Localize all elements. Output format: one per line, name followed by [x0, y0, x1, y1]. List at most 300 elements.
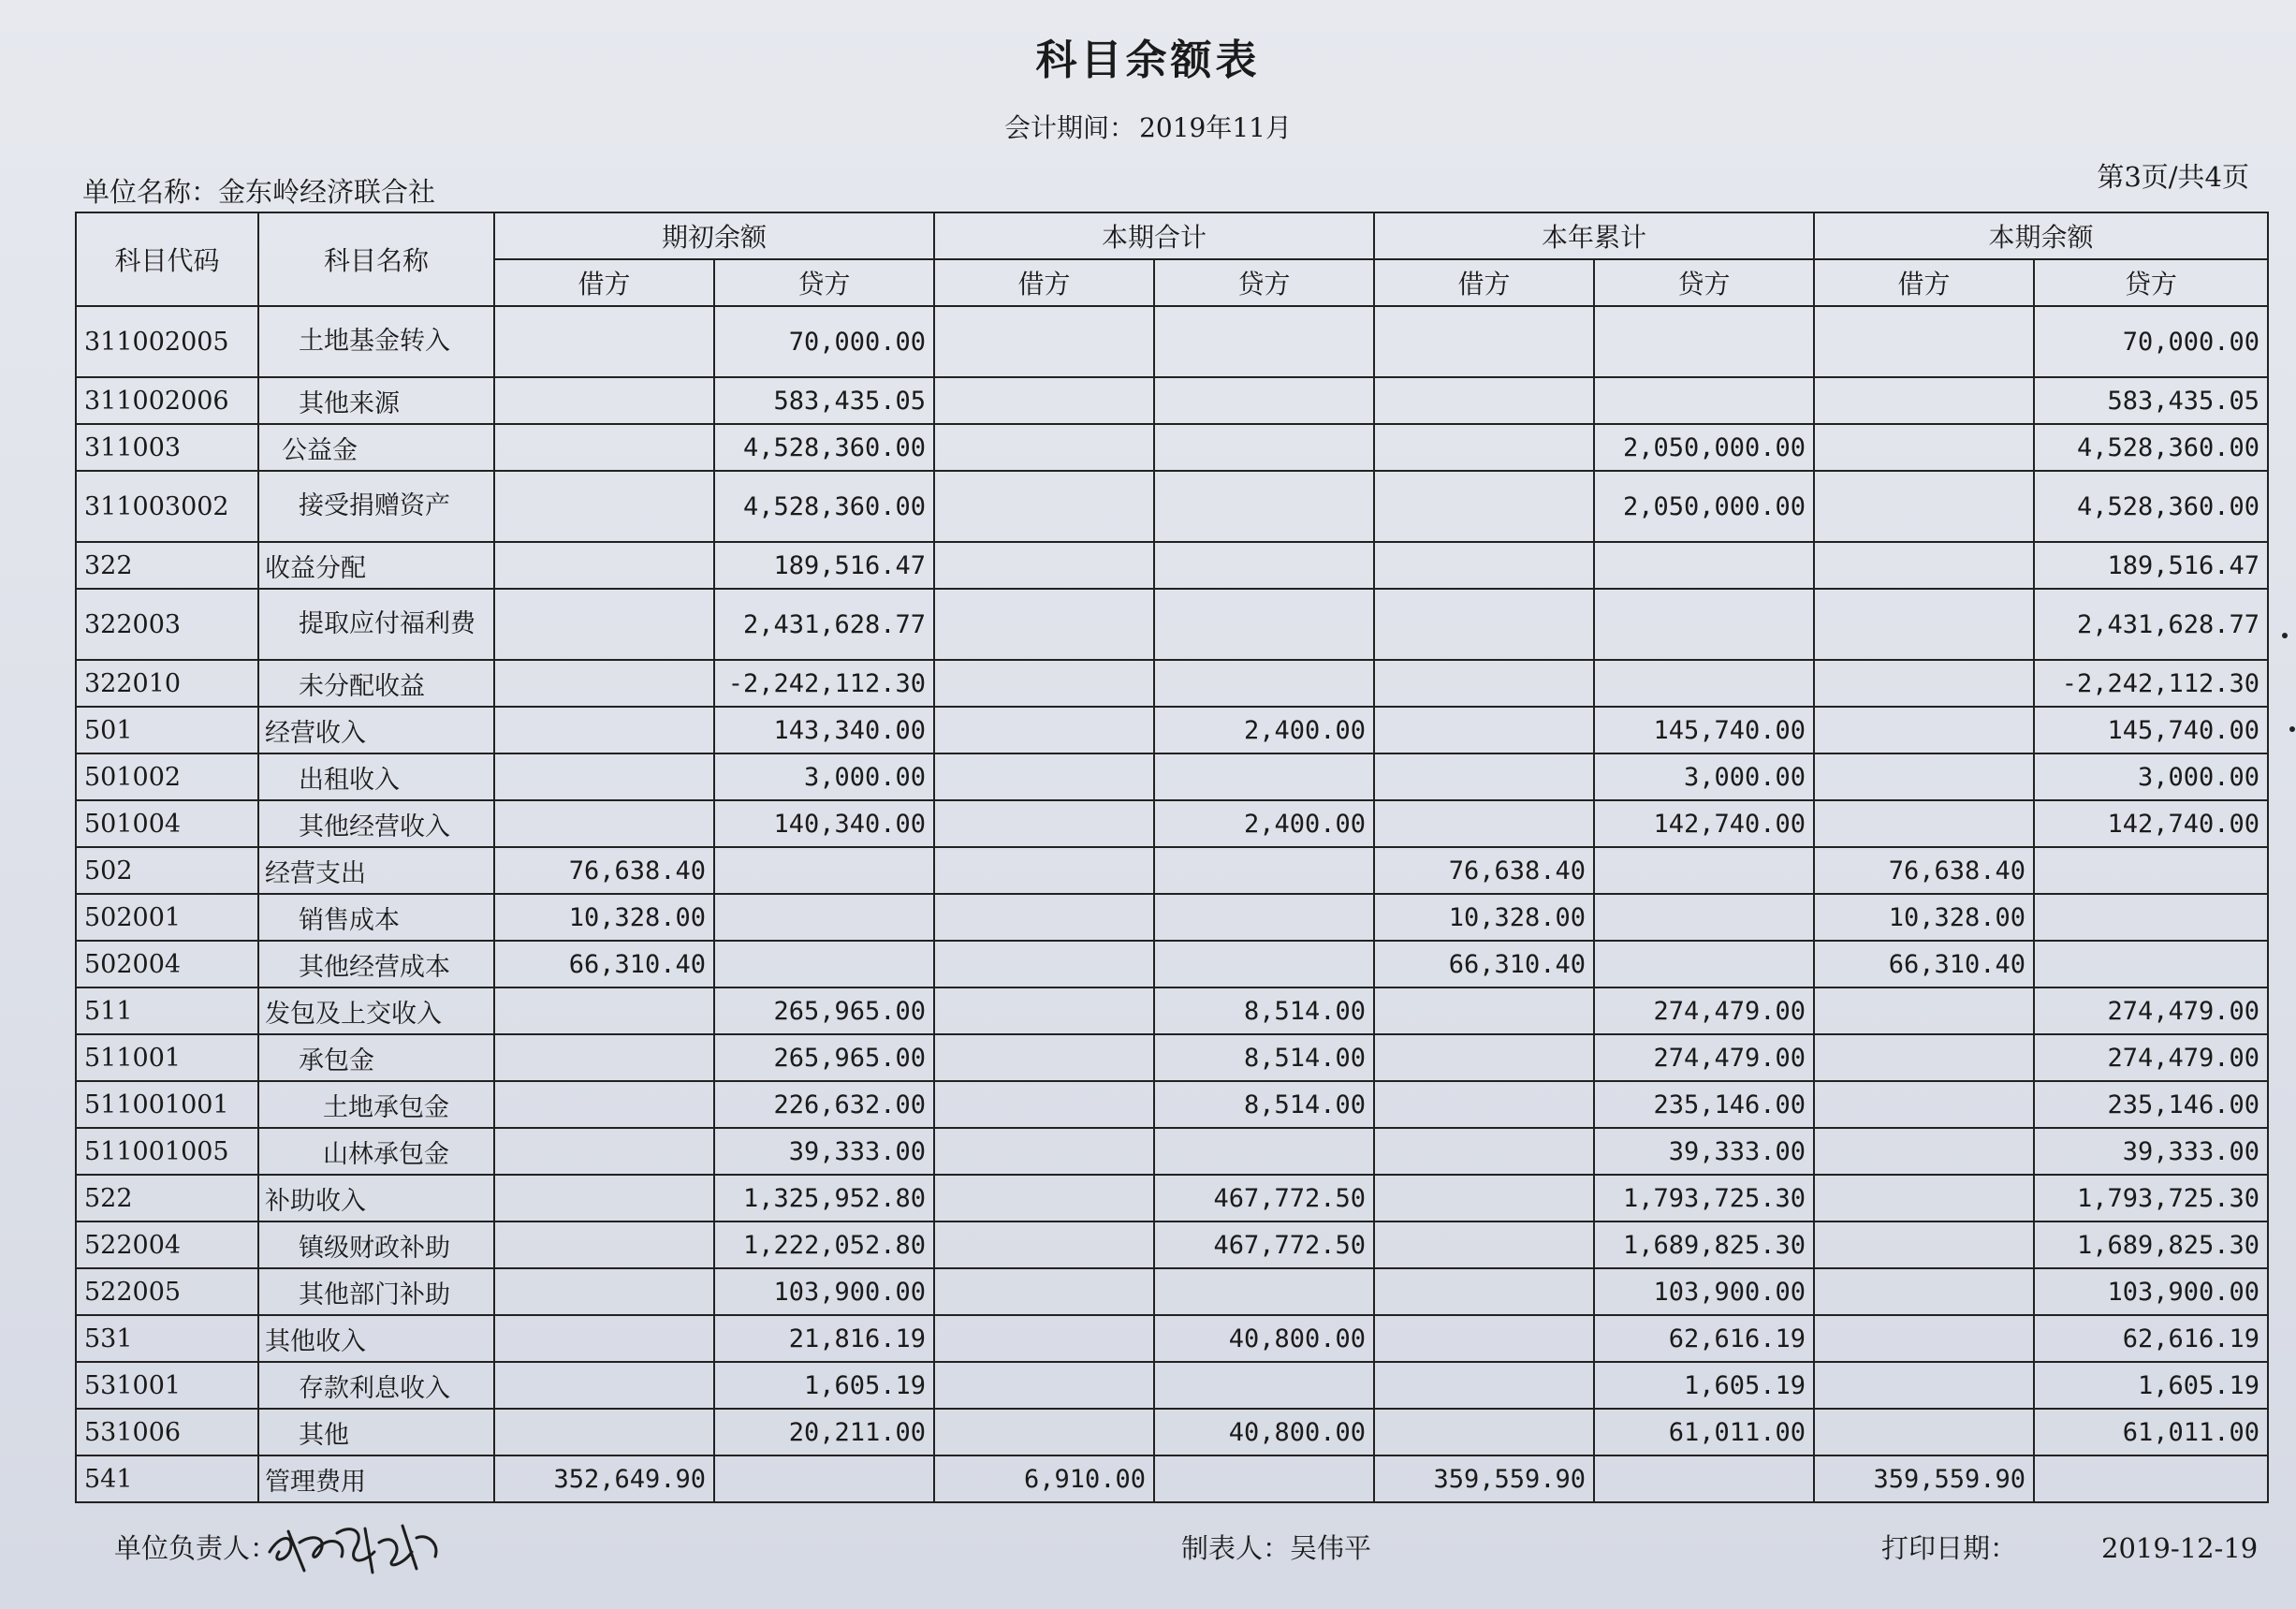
closing-credit-cell: 39,333.00 — [2034, 1128, 2268, 1175]
opening-debit-cell — [494, 1128, 714, 1175]
account-name: 其他部门补助 — [258, 1268, 494, 1315]
period-debit-cell — [934, 306, 1154, 377]
account-name: 其他经营成本 — [258, 941, 494, 987]
account-name: 其他 — [258, 1409, 494, 1455]
closing-credit-cell: 274,479.00 — [2034, 1034, 2268, 1081]
year-debit-cell — [1374, 1081, 1594, 1128]
period-debit-cell — [934, 800, 1154, 847]
credit-header: 贷方 — [1154, 259, 1374, 306]
opening-debit-cell — [494, 1362, 714, 1409]
account-name: 经营支出 — [258, 847, 494, 894]
closing-debit-cell — [1814, 306, 2034, 377]
year-credit-cell: 274,479.00 — [1594, 1034, 1814, 1081]
year-credit-cell — [1594, 542, 1814, 589]
period-credit-cell — [1154, 894, 1374, 941]
period-label: 会计期间： — [1004, 112, 1136, 143]
closing-debit-cell — [1814, 987, 2034, 1034]
year-credit-cell: 2,050,000.00 — [1594, 471, 1814, 542]
account-name: 镇级财政补助 — [258, 1221, 494, 1268]
opening-debit-cell: 76,638.40 — [494, 847, 714, 894]
closing-debit-cell — [1814, 1409, 2034, 1455]
opening-credit-cell: -2,242,112.30 — [714, 660, 934, 707]
year-credit-cell — [1594, 1455, 1814, 1502]
account-code: 522004 — [76, 1221, 258, 1268]
table-row — [76, 1268, 2268, 1315]
opening-credit-cell: 189,516.47 — [714, 542, 934, 589]
account-code: 541 — [76, 1455, 258, 1502]
period-debit-cell — [934, 847, 1154, 894]
period-credit-cell — [1154, 424, 1374, 471]
closing-debit-cell — [1814, 1128, 2034, 1175]
account-code: 502001 — [76, 894, 258, 941]
account-code: 522005 — [76, 1268, 258, 1315]
col-code-header: 科目代码 — [76, 212, 258, 306]
opening-credit-cell: 2,431,628.77 — [714, 589, 934, 660]
opening-credit-cell: 20,211.00 — [714, 1409, 934, 1455]
account-code: 311003002 — [76, 471, 258, 542]
closing-credit-cell: 1,793,725.30 — [2034, 1175, 2268, 1221]
closing-credit-cell: 2,431,628.77 — [2034, 589, 2268, 660]
opening-credit-cell — [714, 1455, 934, 1502]
opening-debit-cell — [494, 1221, 714, 1268]
unit-label: 单位名称： — [82, 176, 219, 208]
opening-debit-cell — [494, 753, 714, 800]
period-credit-cell: 2,400.00 — [1154, 800, 1374, 847]
period-debit-cell — [934, 471, 1154, 542]
closing-debit-cell — [1814, 707, 2034, 753]
closing-debit-cell — [1814, 471, 2034, 542]
account-code: 311002006 — [76, 377, 258, 424]
account-name: 销售成本 — [258, 894, 494, 941]
year-credit-cell — [1594, 941, 1814, 987]
header-row-groups — [76, 212, 2268, 259]
period-debit-cell — [934, 377, 1154, 424]
opening-debit-cell — [494, 1175, 714, 1221]
closing-debit-cell: 359,559.90 — [1814, 1455, 2034, 1502]
maker-label: 制表人： — [1181, 1532, 1291, 1564]
print-date-label: 打印日期： — [1881, 1532, 2018, 1564]
account-name: 山林承包金 — [258, 1128, 494, 1175]
period-debit-cell — [934, 1081, 1154, 1128]
print-date-value: 2019-12-19 — [2101, 1532, 2259, 1564]
period-credit-cell: 467,772.50 — [1154, 1175, 1374, 1221]
account-code: 502 — [76, 847, 258, 894]
closing-debit-cell — [1814, 660, 2034, 707]
balance-table — [75, 212, 2269, 1503]
page-info: 第3页/共4页 — [2097, 161, 2249, 193]
year-debit-cell — [1374, 471, 1594, 542]
account-name: 管理费用 — [258, 1455, 494, 1502]
account-code: 531 — [76, 1315, 258, 1362]
account-name: 其他来源 — [258, 377, 494, 424]
account-code: 311003 — [76, 424, 258, 471]
year-debit-cell — [1374, 1268, 1594, 1315]
opening-debit-cell — [494, 471, 714, 542]
closing-credit-cell: 189,516.47 — [2034, 542, 2268, 589]
print-date — [1881, 1528, 2258, 1566]
opening-debit-cell: 352,649.90 — [494, 1455, 714, 1502]
account-code: 501 — [76, 707, 258, 753]
period-credit-cell: 2,400.00 — [1154, 707, 1374, 753]
credit-header: 贷方 — [2034, 259, 2268, 306]
closing-credit-cell: 61,011.00 — [2034, 1409, 2268, 1455]
account-name: 土地基金转入 — [258, 306, 494, 377]
closing-debit-cell — [1814, 542, 2034, 589]
year-credit-cell: 1,605.19 — [1594, 1362, 1814, 1409]
table-row — [76, 589, 2268, 660]
year-credit-cell — [1594, 377, 1814, 424]
period-debit-cell — [934, 424, 1154, 471]
opening-credit-cell: 226,632.00 — [714, 1081, 934, 1128]
table-row — [76, 1034, 2268, 1081]
year-credit-cell — [1594, 589, 1814, 660]
table-row — [76, 1175, 2268, 1221]
table-row — [76, 542, 2268, 589]
opening-debit-cell: 66,310.40 — [494, 941, 714, 987]
table-row — [76, 894, 2268, 941]
table-row — [76, 753, 2268, 800]
table-row — [76, 1362, 2268, 1409]
closing-credit-cell: 583,435.05 — [2034, 377, 2268, 424]
account-code: 522 — [76, 1175, 258, 1221]
period-credit-cell — [1154, 941, 1374, 987]
closing-debit-cell: 10,328.00 — [1814, 894, 2034, 941]
year-credit-cell — [1594, 847, 1814, 894]
period-credit-cell — [1154, 1455, 1374, 1502]
account-name: 其他经营收入 — [258, 800, 494, 847]
period-credit-cell: 40,800.00 — [1154, 1315, 1374, 1362]
account-name: 补助收入 — [258, 1175, 494, 1221]
table-row — [76, 471, 2268, 542]
account-name: 提取应付福利费 — [258, 589, 494, 660]
year-debit-cell — [1374, 377, 1594, 424]
opening-debit-cell — [494, 1315, 714, 1362]
period-debit-cell — [934, 542, 1154, 589]
period-credit-cell: 467,772.50 — [1154, 1221, 1374, 1268]
opening-debit-cell — [494, 306, 714, 377]
responsible-person — [114, 1528, 277, 1566]
year-debit-cell — [1374, 1221, 1594, 1268]
table-row — [76, 941, 2268, 987]
period-credit-cell — [1154, 377, 1374, 424]
account-name: 经营收入 — [258, 707, 494, 753]
account-code: 502004 — [76, 941, 258, 987]
period-credit-cell: 40,800.00 — [1154, 1409, 1374, 1455]
period-debit-cell — [934, 1315, 1154, 1362]
account-code: 311002005 — [76, 306, 258, 377]
period-credit-cell — [1154, 542, 1374, 589]
credit-header: 贷方 — [714, 259, 934, 306]
group-year-cumulative: 本年累计 — [1374, 212, 1814, 259]
unit-name — [82, 171, 435, 210]
table-row — [76, 660, 2268, 707]
period-debit-cell — [934, 1128, 1154, 1175]
account-name: 承包金 — [258, 1034, 494, 1081]
closing-credit-cell: 142,740.00 — [2034, 800, 2268, 847]
debit-header: 借方 — [1814, 259, 2034, 306]
closing-credit-cell: -2,242,112.30 — [2034, 660, 2268, 707]
period-credit-cell — [1154, 1362, 1374, 1409]
period-debit-cell — [934, 660, 1154, 707]
year-credit-cell: 103,900.00 — [1594, 1268, 1814, 1315]
opening-credit-cell — [714, 941, 934, 987]
account-code: 322003 — [76, 589, 258, 660]
opening-debit-cell — [494, 377, 714, 424]
handwritten-signature — [262, 1514, 449, 1580]
table-row — [76, 1081, 2268, 1128]
period-debit-cell — [934, 941, 1154, 987]
opening-debit-cell — [494, 800, 714, 847]
paper-speck — [2282, 633, 2288, 638]
opening-credit-cell: 265,965.00 — [714, 1034, 934, 1081]
table-row — [76, 800, 2268, 847]
period-credit-cell: 8,514.00 — [1154, 1034, 1374, 1081]
opening-credit-cell: 21,816.19 — [714, 1315, 934, 1362]
opening-debit-cell — [494, 424, 714, 471]
opening-credit-cell: 1,605.19 — [714, 1362, 934, 1409]
account-name: 接受捐赠资产 — [258, 471, 494, 542]
year-debit-cell: 66,310.40 — [1374, 941, 1594, 987]
table-body — [76, 306, 2268, 1502]
year-debit-cell — [1374, 1315, 1594, 1362]
group-closing-balance: 本期余额 — [1814, 212, 2268, 259]
year-credit-cell: 145,740.00 — [1594, 707, 1814, 753]
closing-credit-cell — [2034, 1455, 2268, 1502]
closing-credit-cell: 274,479.00 — [2034, 987, 2268, 1034]
period-debit-cell — [934, 1409, 1154, 1455]
year-credit-cell: 2,050,000.00 — [1594, 424, 1814, 471]
closing-debit-cell — [1814, 1362, 2034, 1409]
period-value: 2019年11月 — [1139, 112, 1292, 143]
debit-header: 借方 — [1374, 259, 1594, 306]
period-credit-cell: 8,514.00 — [1154, 987, 1374, 1034]
table-row — [76, 847, 2268, 894]
year-debit-cell — [1374, 589, 1594, 660]
opening-debit-cell — [494, 987, 714, 1034]
closing-credit-cell: 1,605.19 — [2034, 1362, 2268, 1409]
opening-debit-cell — [494, 707, 714, 753]
account-code: 501004 — [76, 800, 258, 847]
year-credit-cell: 3,000.00 — [1594, 753, 1814, 800]
closing-debit-cell — [1814, 589, 2034, 660]
table-row — [76, 1409, 2268, 1455]
period-credit-cell — [1154, 306, 1374, 377]
responsible-label: 单位负责人： — [114, 1532, 278, 1564]
table-maker — [1181, 1528, 1371, 1566]
year-debit-cell — [1374, 753, 1594, 800]
closing-credit-cell: 70,000.00 — [2034, 306, 2268, 377]
opening-debit-cell — [494, 1034, 714, 1081]
account-code: 531001 — [76, 1362, 258, 1409]
period-debit-cell — [934, 1268, 1154, 1315]
opening-credit-cell: 4,528,360.00 — [714, 424, 934, 471]
account-name: 收益分配 — [258, 542, 494, 589]
period-debit-cell — [934, 1362, 1154, 1409]
period-credit-cell — [1154, 660, 1374, 707]
year-debit-cell: 76,638.40 — [1374, 847, 1594, 894]
year-debit-cell — [1374, 1128, 1594, 1175]
opening-credit-cell: 39,333.00 — [714, 1128, 934, 1175]
account-name: 发包及上交收入 — [258, 987, 494, 1034]
report-title: 科目余额表 — [1035, 37, 1261, 84]
closing-credit-cell: 3,000.00 — [2034, 753, 2268, 800]
year-credit-cell — [1594, 660, 1814, 707]
opening-credit-cell — [714, 847, 934, 894]
year-credit-cell: 62,616.19 — [1594, 1315, 1814, 1362]
opening-debit-cell — [494, 660, 714, 707]
table-row — [76, 1128, 2268, 1175]
closing-credit-cell — [2034, 894, 2268, 941]
opening-credit-cell: 265,965.00 — [714, 987, 934, 1034]
period-credit-cell: 8,514.00 — [1154, 1081, 1374, 1128]
closing-debit-cell — [1814, 1081, 2034, 1128]
credit-header: 贷方 — [1594, 259, 1814, 306]
maker-value: 吴伟平 — [1290, 1532, 1372, 1564]
year-credit-cell — [1594, 306, 1814, 377]
closing-credit-cell: 4,528,360.00 — [2034, 424, 2268, 471]
debit-header: 借方 — [934, 259, 1154, 306]
year-debit-cell — [1374, 707, 1594, 753]
year-debit-cell — [1374, 800, 1594, 847]
account-code: 511001001 — [76, 1081, 258, 1128]
account-code: 501002 — [76, 753, 258, 800]
accounting-period — [0, 108, 2296, 145]
closing-debit-cell — [1814, 1034, 2034, 1081]
closing-debit-cell — [1814, 1268, 2034, 1315]
table-row — [76, 306, 2268, 377]
period-debit-cell — [934, 1034, 1154, 1081]
year-credit-cell: 142,740.00 — [1594, 800, 1814, 847]
closing-credit-cell: 235,146.00 — [2034, 1081, 2268, 1128]
closing-credit-cell: 62,616.19 — [2034, 1315, 2268, 1362]
period-debit-cell — [934, 894, 1154, 941]
closing-credit-cell — [2034, 847, 2268, 894]
account-name: 土地承包金 — [258, 1081, 494, 1128]
account-code: 322010 — [76, 660, 258, 707]
year-debit-cell — [1374, 1175, 1594, 1221]
opening-credit-cell: 4,528,360.00 — [714, 471, 934, 542]
period-debit-cell: 6,910.00 — [934, 1455, 1154, 1502]
opening-credit-cell: 70,000.00 — [714, 306, 934, 377]
paper-speck — [2289, 726, 2295, 732]
year-debit-cell — [1374, 987, 1594, 1034]
opening-credit-cell: 140,340.00 — [714, 800, 934, 847]
closing-debit-cell: 76,638.40 — [1814, 847, 2034, 894]
group-period-total: 本期合计 — [934, 212, 1374, 259]
year-debit-cell — [1374, 1362, 1594, 1409]
table-row — [76, 987, 2268, 1034]
account-name: 其他收入 — [258, 1315, 494, 1362]
period-credit-cell — [1154, 847, 1374, 894]
closing-credit-cell: 145,740.00 — [2034, 707, 2268, 753]
table-row — [76, 1221, 2268, 1268]
year-debit-cell: 10,328.00 — [1374, 894, 1594, 941]
year-credit-cell: 235,146.00 — [1594, 1081, 1814, 1128]
period-debit-cell — [934, 589, 1154, 660]
year-debit-cell — [1374, 660, 1594, 707]
opening-debit-cell — [494, 1409, 714, 1455]
period-debit-cell — [934, 987, 1154, 1034]
account-code: 511001 — [76, 1034, 258, 1081]
closing-credit-cell: 103,900.00 — [2034, 1268, 2268, 1315]
opening-debit-cell — [494, 542, 714, 589]
opening-debit-cell — [494, 1268, 714, 1315]
closing-debit-cell: 66,310.40 — [1814, 941, 2034, 987]
year-credit-cell: 61,011.00 — [1594, 1409, 1814, 1455]
closing-debit-cell — [1814, 1221, 2034, 1268]
account-name: 存款利息收入 — [258, 1362, 494, 1409]
closing-credit-cell: 1,689,825.30 — [2034, 1221, 2268, 1268]
period-credit-cell — [1154, 589, 1374, 660]
closing-debit-cell — [1814, 753, 2034, 800]
opening-debit-cell: 10,328.00 — [494, 894, 714, 941]
debit-header: 借方 — [494, 259, 714, 306]
year-credit-cell: 1,793,725.30 — [1594, 1175, 1814, 1221]
opening-credit-cell: 3,000.00 — [714, 753, 934, 800]
closing-debit-cell — [1814, 1315, 2034, 1362]
table-row — [76, 707, 2268, 753]
opening-debit-cell — [494, 589, 714, 660]
opening-credit-cell — [714, 894, 934, 941]
period-debit-cell — [934, 1221, 1154, 1268]
col-name-header: 科目名称 — [258, 212, 494, 306]
year-debit-cell — [1374, 542, 1594, 589]
period-debit-cell — [934, 707, 1154, 753]
table-row — [76, 424, 2268, 471]
account-name: 出租收入 — [258, 753, 494, 800]
period-debit-cell — [934, 1175, 1154, 1221]
closing-credit-cell — [2034, 941, 2268, 987]
period-credit-cell — [1154, 471, 1374, 542]
year-credit-cell: 274,479.00 — [1594, 987, 1814, 1034]
unit-value: 金东岭经济联合社 — [218, 176, 436, 208]
period-credit-cell — [1154, 1268, 1374, 1315]
table-row — [76, 377, 2268, 424]
group-opening-balance: 期初余额 — [494, 212, 934, 259]
closing-debit-cell — [1814, 424, 2034, 471]
account-code: 511001005 — [76, 1128, 258, 1175]
year-debit-cell: 359,559.90 — [1374, 1455, 1594, 1502]
year-debit-cell — [1374, 306, 1594, 377]
opening-credit-cell: 103,900.00 — [714, 1268, 934, 1315]
account-code: 322 — [76, 542, 258, 589]
closing-debit-cell — [1814, 377, 2034, 424]
year-debit-cell — [1374, 424, 1594, 471]
opening-debit-cell — [494, 1081, 714, 1128]
opening-credit-cell: 1,222,052.80 — [714, 1221, 934, 1268]
account-name: 未分配收益 — [258, 660, 494, 707]
table-row — [76, 1315, 2268, 1362]
year-debit-cell — [1374, 1034, 1594, 1081]
period-debit-cell — [934, 753, 1154, 800]
table-row — [76, 1455, 2268, 1502]
closing-debit-cell — [1814, 1175, 2034, 1221]
year-credit-cell: 1,689,825.30 — [1594, 1221, 1814, 1268]
account-code: 511 — [76, 987, 258, 1034]
account-name: 公益金 — [258, 424, 494, 471]
opening-credit-cell: 583,435.05 — [714, 377, 934, 424]
period-credit-cell — [1154, 753, 1374, 800]
account-code: 531006 — [76, 1409, 258, 1455]
opening-credit-cell: 1,325,952.80 — [714, 1175, 934, 1221]
year-credit-cell: 39,333.00 — [1594, 1128, 1814, 1175]
year-credit-cell — [1594, 894, 1814, 941]
closing-debit-cell — [1814, 800, 2034, 847]
closing-credit-cell: 4,528,360.00 — [2034, 471, 2268, 542]
period-credit-cell — [1154, 1128, 1374, 1175]
year-debit-cell — [1374, 1409, 1594, 1455]
opening-credit-cell: 143,340.00 — [714, 707, 934, 753]
